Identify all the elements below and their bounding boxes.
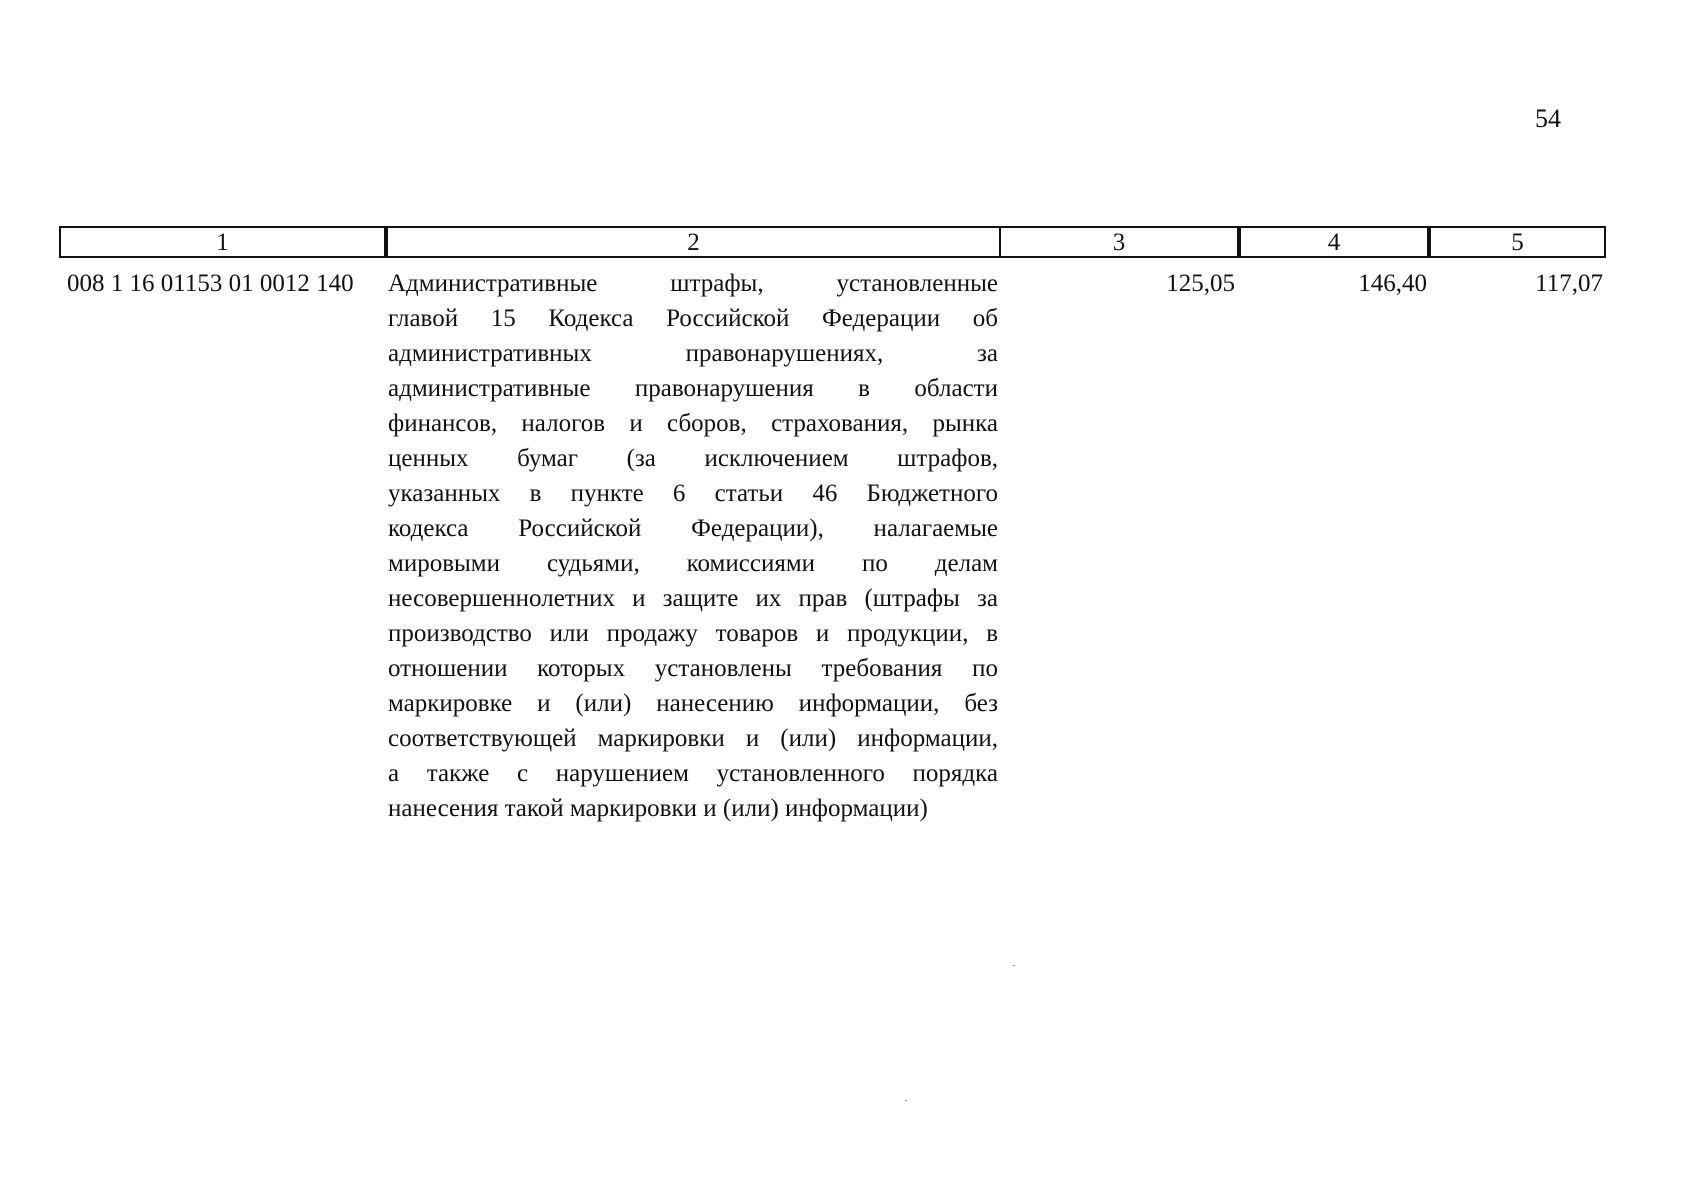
header-cell-3: 3 (999, 226, 1239, 258)
table-row (59, 262, 1606, 822)
budget-table (59, 226, 1606, 822)
scan-speck (905, 1100, 907, 1101)
description-line: административных правонарушениях, за (388, 340, 998, 367)
description-line: мировыми судьями, комиссиями по делам (388, 550, 998, 577)
table-header-row (59, 226, 1606, 262)
scan-speck (1013, 965, 1015, 966)
header-cell-5: 5 (1429, 226, 1606, 258)
header-cell-2: 2 (386, 226, 1001, 258)
description-line: ценных бумаг (за исключением штрафов, (388, 445, 998, 472)
description-line: административные правонарушения в области (388, 375, 998, 402)
description-line: несовершеннолетних и защите их прав (штрафы за (388, 585, 998, 612)
classification-code: 008 1 16 01153 01 0012 140 (67, 270, 354, 297)
description-line: а также с нарушением установленного порядка (388, 760, 998, 787)
description-line: отношении которых установлены требования по (388, 655, 998, 682)
description-line: нанесения такой маркировки и (или) информации) (388, 795, 928, 822)
description-line: главой 15 Кодекса Российской Федерации об (388, 305, 998, 332)
description-line: соответствующей маркировки и (или) информации, (388, 725, 998, 752)
value-column-4: 146,40 (1358, 270, 1427, 297)
description-line: финансов, налогов и сборов, страхования, рынка (388, 410, 998, 437)
description-line: производство или продажу товаров и продукции, в (388, 620, 998, 647)
description-line: маркировке и (или) нанесению информации, без (388, 690, 998, 717)
description-line: Административные штрафы, установленные (388, 270, 998, 297)
page-number: 54 (1535, 104, 1561, 133)
income-description (388, 266, 998, 826)
description-line: указанных в пункте 6 статьи 46 Бюджетного (388, 480, 998, 507)
header-cell-1: 1 (59, 226, 386, 258)
description-line: кодекса Российской Федерации), налагаемые (388, 515, 998, 542)
value-column-5: 117,07 (1535, 270, 1603, 297)
value-column-3: 125,05 (1166, 270, 1235, 297)
header-cell-4: 4 (1239, 226, 1429, 258)
